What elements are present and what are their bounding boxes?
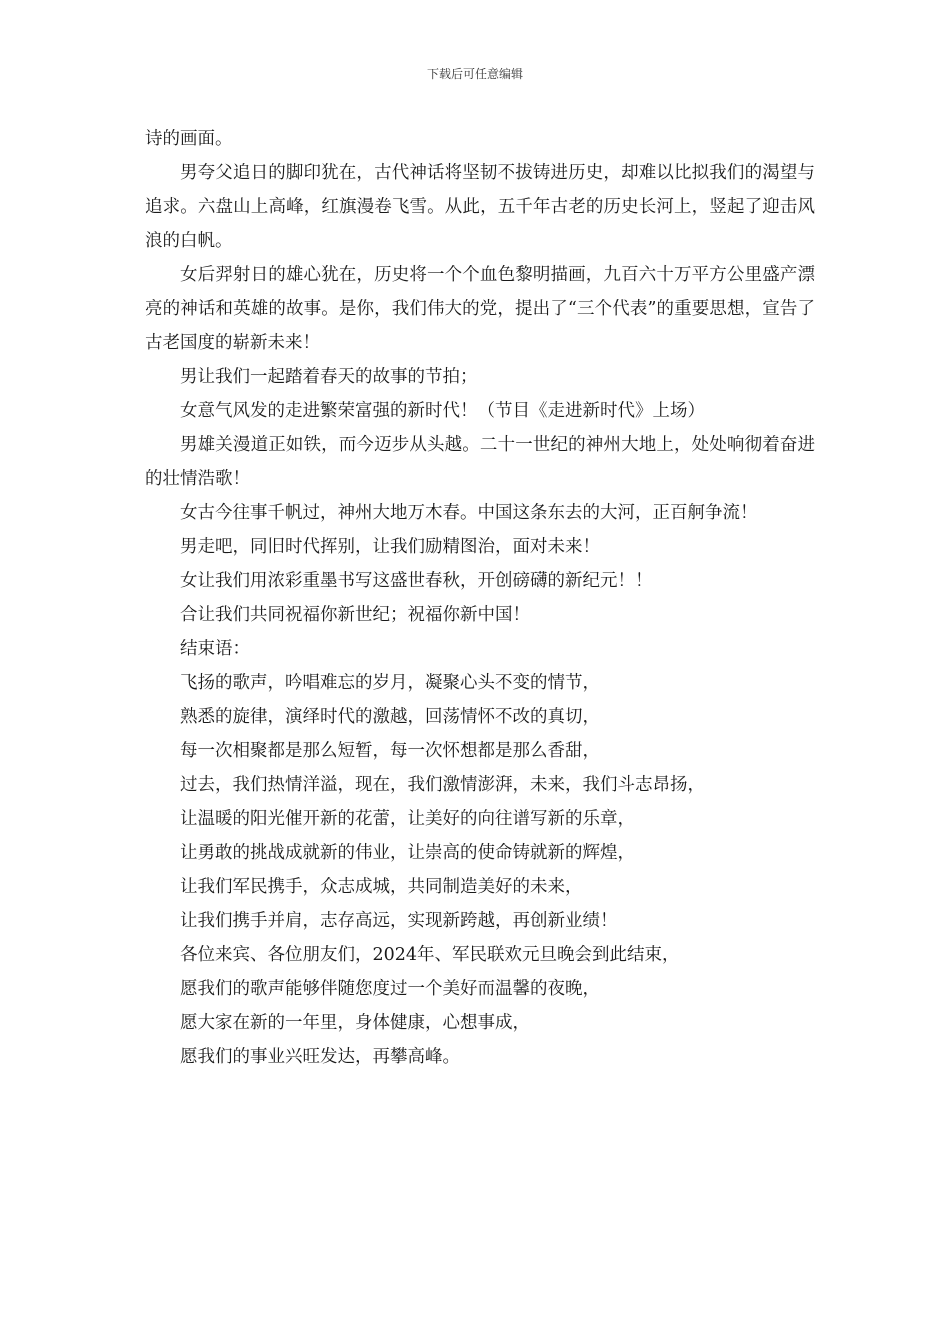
closing-line: 让我们携手并肩，志存高远，实现新跨越，再创新业绩！	[180, 911, 618, 931]
body-line: 合让我们共同祝福你新世纪；祝福你新中国！	[180, 605, 530, 625]
body-line: 女古今往事千帆过，神州大地万木春。中国这条东去的大河，正百舸争流！	[180, 503, 758, 523]
body-line: 女让我们用浓彩重墨书写这盛世春秋，开创磅礴的新纪元！！	[180, 571, 653, 591]
body-paragraph: 女后羿射日的雄心犹在，历史将一个个血色黎明描画，九百六十万平方公里盛产漂亮的神话和英雄的故事。是你，我们伟大的党，提出了“三个代表”的重要思想，宣告了古老国度的崭新未来！	[145, 265, 815, 353]
body-paragraph: 男雄关漫道正如铁，而今迈步从头越。二十一世纪的神州大地上，处处响彻着奋进的壮情浩歌！	[145, 435, 815, 489]
closing-line: 让温暖的阳光催开新的花蕾，让美好的向往谱写新的乐章，	[180, 809, 635, 829]
closing-line: 每一次相聚都是那么短暂，每一次怀想都是那么香甜，	[180, 741, 600, 761]
document-body	[145, 122, 815, 1074]
body-line: 男让我们一起踏着春天的故事的节拍；	[180, 367, 478, 387]
closing-line: 各位来宾、各位朋友们，2024年、军民联欢元旦晚会到此结束，	[180, 945, 680, 965]
closing-line: 让勇敢的挑战成就新的伟业，让崇高的使命铸就新的辉煌，	[180, 843, 635, 863]
page-header: 下载后可任意编辑	[426, 67, 523, 81]
body-line: 女意气风发的走进繁荣富强的新时代！（节目《走进新时代》上场）	[180, 401, 705, 421]
closing-line: 愿大家在新的一年里，身体健康，心想事成，	[180, 1013, 530, 1033]
closing-line: 让我们军民携手，众志成城，共同制造美好的未来，	[180, 877, 583, 897]
section-heading: 结束语：	[180, 639, 250, 659]
closing-line: 飞扬的歌声，吟唱难忘的岁月，凝聚心头不变的情节，	[180, 673, 600, 693]
closing-line: 过去，我们热情洋溢，现在，我们激情澎湃，未来，我们斗志昂扬，	[180, 775, 705, 795]
body-paragraph: 男夸父追日的脚印犹在，古代神话将坚韧不拔铸进历史，却难以比拟我们的渴望与追求。六盘山上高峰，红旗漫卷飞雪。从此，五千年古老的历史长河上，竖起了迎击风浪的白帆。	[145, 163, 815, 251]
body-line: 诗的画面。	[145, 129, 233, 149]
closing-line: 愿我们的事业兴旺发达，再攀高峰。	[180, 1047, 460, 1067]
closing-line: 熟悉的旋律，演绎时代的激越，回荡情怀不改的真切，	[180, 707, 600, 727]
body-line: 男走吧，同旧时代挥别，让我们励精图治，面对未来！	[180, 537, 600, 557]
closing-line: 愿我们的歌声能够伴随您度过一个美好而温馨的夜晚，	[180, 979, 600, 999]
